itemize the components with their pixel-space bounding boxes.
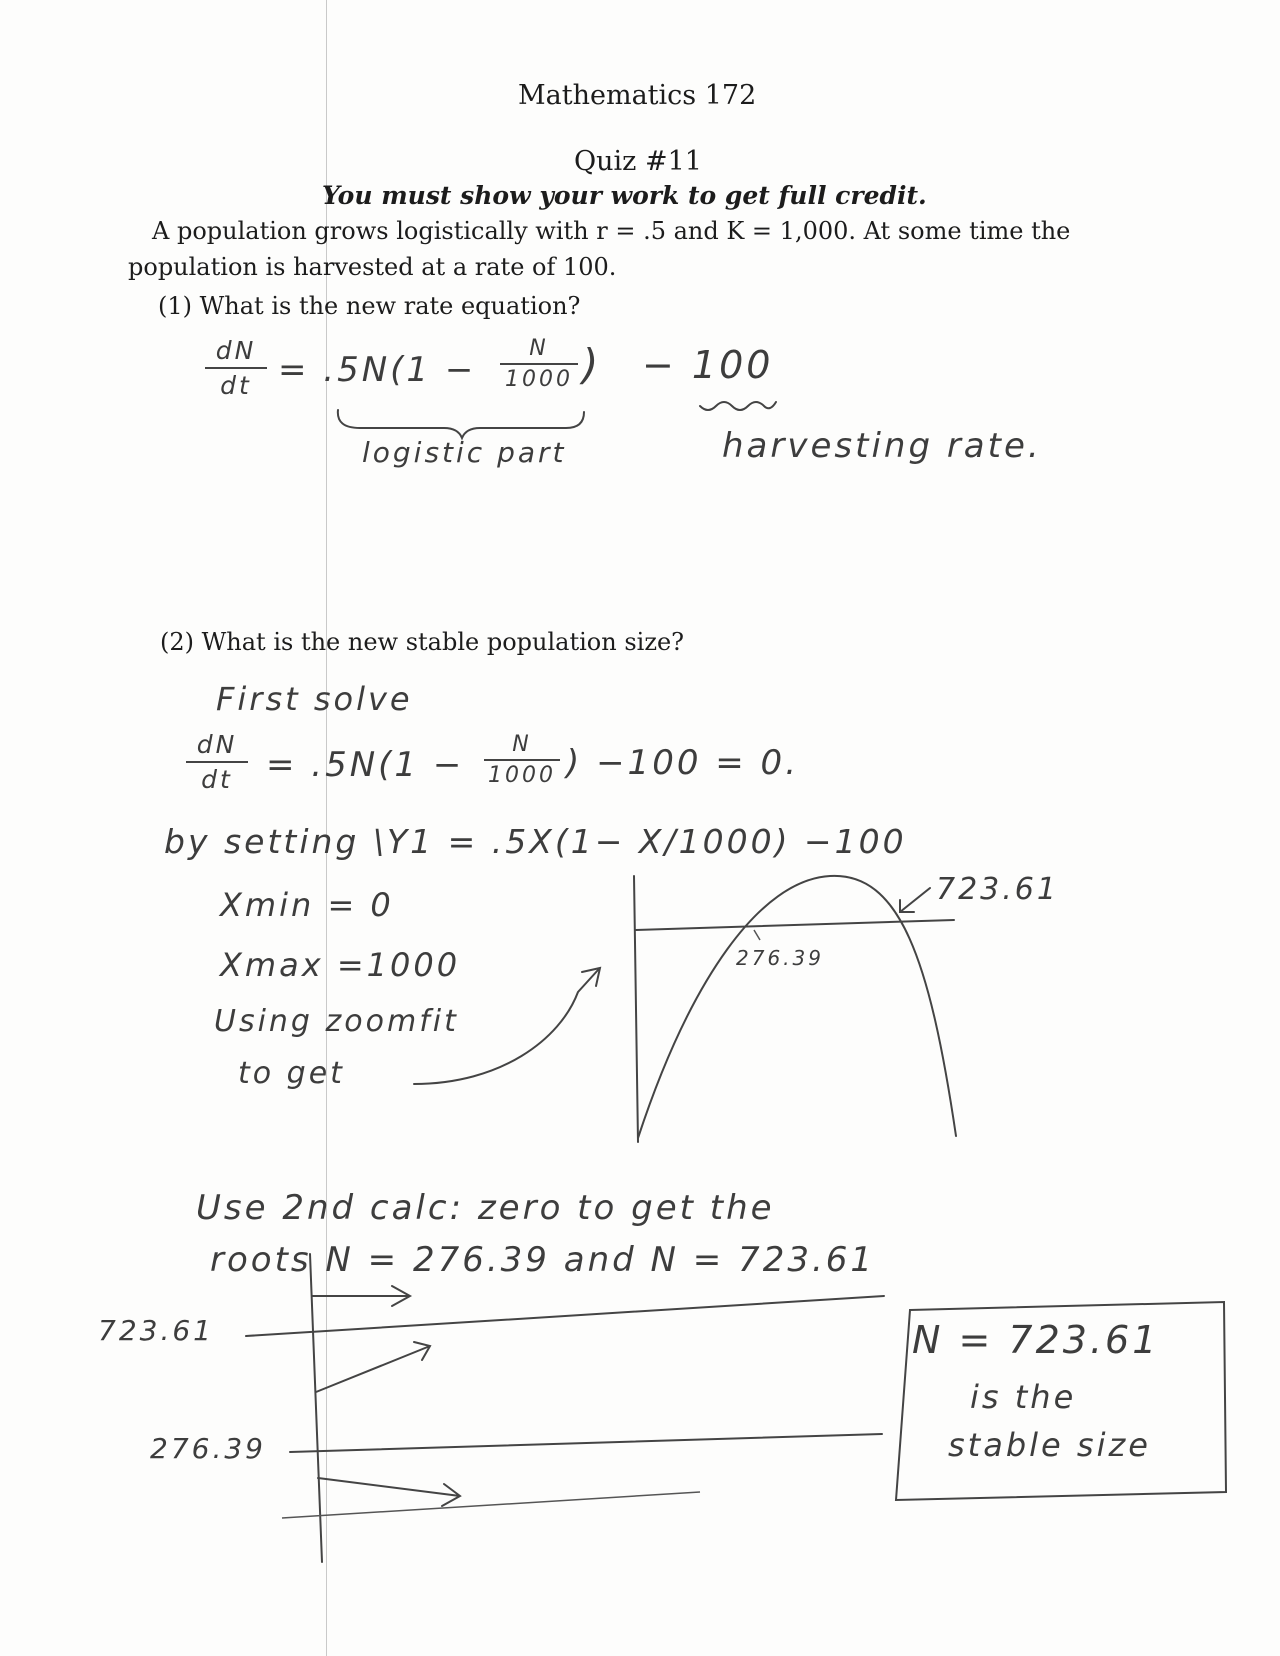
q1-lhs-num: dN — [215, 336, 257, 365]
q1-frac-den: 1000 — [505, 367, 573, 392]
graph-root-low: 276.39 — [736, 946, 824, 970]
graph-x-axis — [636, 920, 954, 930]
logistic-brace — [338, 410, 584, 438]
q2-lhs-num: dN — [196, 730, 238, 759]
phase-line-bottom — [282, 1492, 700, 1518]
q2-first-solve: First solve — [216, 680, 413, 718]
question-1: (1) What is the new rate equation? — [158, 292, 581, 320]
q2-lhs-den: dt — [201, 765, 233, 794]
course-title: Mathematics 172 — [518, 80, 757, 111]
q2-eq-b: ) −100 = 0. — [566, 743, 799, 783]
q1-rhs-a: = .5N(1 − — [278, 350, 477, 390]
q1-rhs-b: ) — [582, 340, 602, 389]
phase-arrow-mid — [316, 1342, 430, 1392]
graph-root-high: 723.61 — [936, 872, 1059, 907]
q1-frac-num: N — [529, 336, 549, 361]
phase-arrow-bottom — [318, 1478, 460, 1506]
phase-arrow-top — [312, 1286, 410, 1306]
graph-arrow-low — [754, 930, 760, 940]
q1-note-harvest: harvesting rate. — [722, 426, 1042, 466]
q2-xmin: Xmin = 0 — [220, 886, 394, 924]
phase-line-low — [290, 1434, 882, 1452]
q2-roots: roots N = 276.39 and N = 723.61 — [210, 1240, 876, 1280]
q1-lhs-den: dt — [220, 371, 252, 400]
phase-label-low: 276.39 — [150, 1432, 266, 1465]
q2-by-setting: by setting \Y1 = .5X(1− X/1000) −100 — [164, 822, 907, 861]
harvest-squiggle — [700, 402, 776, 410]
problem-line-2: population is harvested at a rate of 100. — [128, 253, 617, 281]
q2-to-get: to get — [238, 1056, 345, 1091]
q2-using: Using zoomfit — [214, 1004, 459, 1039]
problem-line-1: A population grows logistically with r = .5 and K = 1,000. At some time the — [152, 217, 1071, 245]
q2-use-calc: Use 2nd calc: zero to get the — [196, 1188, 775, 1228]
answer-line-1: N = 723.61 — [912, 1318, 1160, 1362]
q2-frac-num: N — [512, 732, 532, 757]
question-2: (2) What is the new stable population size? — [160, 628, 685, 656]
graph-arrow-high — [900, 888, 930, 912]
phase-line-high — [246, 1296, 884, 1336]
q1-note-logistic: logistic part — [362, 436, 567, 469]
answer-line-2: is the — [970, 1378, 1077, 1416]
q2-xmax: Xmax =1000 — [220, 946, 461, 984]
phase-label-high: 723.61 — [98, 1314, 214, 1347]
q2-eq-a: = .5N(1 − — [266, 745, 465, 785]
graph-y-axis — [634, 876, 638, 1142]
answer-line-3: stable size — [948, 1426, 1151, 1464]
graph-parabola — [638, 876, 956, 1138]
quiz-title: Quiz #11 — [574, 146, 702, 177]
q2-frac-den: 1000 — [488, 763, 556, 788]
q1-rhs-c: − 100 — [642, 343, 774, 387]
to-graph-arrow — [414, 970, 598, 1084]
instruction-text: You must show your work to get full credit. — [322, 181, 927, 210]
